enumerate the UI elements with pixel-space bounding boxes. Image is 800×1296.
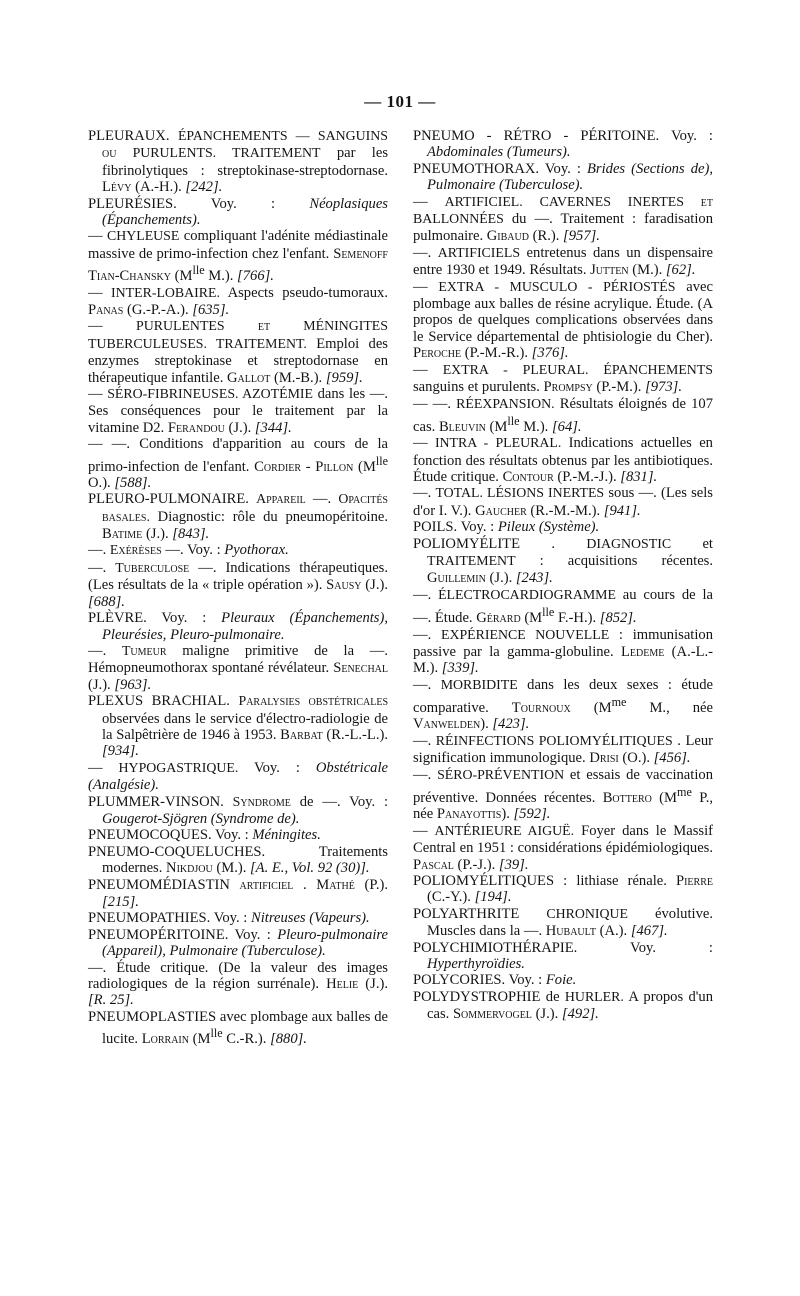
index-entry: PNEUMOPÉRITOINE. Voy. : Pleuro-pulmonaire (Appareil), Pulmonaire (Tuberculose). [88,926,388,960]
index-subentry: — SÉRO-FIBRINEUSES. AZOTÉMIE dans les —. Ses conséquences pour le traitement par la vitamine D2. Ferandou (J.). [344]. [88,385,388,436]
index-subentry: — EXTRA - MUSCULO - PÉRIOSTÉS avec plombage aux balles de résine acrylique. Étude. (A propos de quelques complications observées dans le Service départemental de phtisiologie du Cher). Peroche (P.-M.-R.). [376]. [413,278,713,362]
index-subentry: — CHYLEUSE compliquant l'adénite médiastinale massive de primo-infection chez l'enfant. Semenoff Tian-Chansky ($M^{lle}$ M.). [766]. [88,228,388,285]
right-column [413,128,713,1023]
index-entry: PNEUMOCOQUES. Voy. : Méningites. [88,827,321,844]
index-entry: PLÈVRE. Voy. : Pleuraux (Épanchements), Pleurésies, Pleuro-pulmonaire. [88,610,388,643]
index-subentry: —. RÉINFECTIONS POLIOMYÉLITIQUES . Leur signification immunologique. Drisi (O.). [456]. [413,732,713,767]
index-subentry: —. MORBIDITE dans les deux sexes : étude comparative. Tournoux ($M^{me}$ M., née Vanwelden). [423]. [413,676,713,733]
index-entry: PLEURÉSIES. Voy. : Néoplasiques (Épanchements). [88,195,388,229]
index-subentry: —. Étude critique. (De la valeur des images radiologiques de la région surrénale). Helie (J.). [R. 25]. [88,959,388,1009]
index-subentry: — ARTIFICIEL. CAVERNES INERTES et BALLONNÉES du —. Traitement : faradisation pulmonaire. Gibaud (R.). [957]. [413,193,713,245]
index-entry: POLYCORIES. Voy. : Foie. [413,972,577,989]
left-column [88,128,388,1048]
index-subentry: — ANTÉRIEURE AIGUË. Foyer dans le Massif Central en 1951 : considérations épidémiologiques. Pascal (P.-J.). [39]. [413,822,713,873]
index-entry: PLUMMER-VINSON. Syndrome de —. Voy. : Gougerot-Sjögren (Syndrome de). [88,793,388,827]
index-subentry: — —. RÉEXPANSION. Résultats éloignés de 107 cas. Bleuvin ($M^{lle}$ M.). [64]. [413,395,713,435]
index-subentry: — HYPOGASTRIQUE. Voy. : Obstétricale (Analgésie). [88,759,389,794]
index-entry: PNEUMOTHORAX. Voy. : Brides (Sections de), Pulmonaire (Tuberculose). [413,160,713,194]
index-subentry: —. Exérèses —. Voy. : Pyothorax. [88,542,289,559]
index-entry: PLEXUS BRACHIAL. Paralysies obstétricales observées dans le service d'électro-radiologie de la Salpêtrière de 1946 à 1953. Barbat (R.-L.-L.). [934]. [88,693,389,760]
index-entry: POILS. Voy. : Pileux (Système). [413,519,600,536]
index-subentry: —. SÉRO-PRÉVENTION et essais de vaccination préventive. Données récentes. Bottero ($M^{me}$ P., née Panayottis). [592]. [413,766,713,823]
index-entry: PLEURAUX. ÉPANCHEMENTS — SANGUINS ou PURULENTS. TRAITEMENT par les fibrinolytiques : streptokinase-streptodornase. Lévy (A.-H.). [242]. [88,128,388,196]
index-subentry: — EXTRA - PLEURAL. ÉPANCHEMENTS sanguins et purulents. Prompsy (P.-M.). [973]. [413,361,713,396]
index-entry: PNEUMOPLASTIES avec plombage aux balles de lucite. Lorrain ($M^{lle}$ C.-R.). [880]. [88,1008,388,1048]
index-entry: POLYDYSTROPHIE de HURLER. A propos d'un cas. Sommervogel (J.). [492]. [413,988,714,1023]
index-entry: POLYARTHRITE CHRONIQUE évolutive. Muscles dans la —. Hubault (A.). [467]. [413,905,713,940]
index-subentry: —. Tumeur maligne primitive de la —. Hémopneumothorax spontané révélateur. Senechal (J.). [963]. [88,642,389,693]
index-entry: POLIOMYÉLITIQUES : lithiase rénale. Pierre (C.-Y.). [194]. [413,872,713,906]
index-entry: POLIOMYÉLITE . DIAGNOSTIC et TRAITEMENT : acquisitions récentes. Guillemin (J.). [243]. [413,535,713,587]
index-subentry: — PURULENTES et MÉNINGITES TUBERCULEUSES. TRAITEMENT. Emploi des enzymes streptokinase et streptodornase en thérapeutique infantile. Gallot (M.-B.). [959]. [88,318,388,386]
index-subentry: —. EXPÉRIENCE NOUVELLE : immunisation passive par la gamma-globuline. Ledeme (A.-L.-M.). [339]. [413,626,714,677]
index-subentry: — —. Conditions d'apparition au cours de la primo-infection de l'enfant. Cordier - Pillon ($M^{lle}$ O.). [588]. [88,436,388,491]
page-number: — 101 — [364,92,436,111]
index-subentry: —. Tuberculose —. Indications thérapeutiques. (Les résultats de la « triple opération »). Sausy (J.). [688]. [88,559,389,610]
index-subentry: —. ÉLECTROCARDIOGRAMME au cours de la —. Étude. Gérard ($M^{lle}$ F.-H.). [852]. [413,586,713,627]
index-entry: POLYCHIMIOTHÉRAPIE. Voy. : Hyperthyroïdies. [413,939,713,972]
index-subentry: —. ARTIFICIELS entretenus dans un dispensaire entre 1930 et 1949. Résultats. Jutten (M.). [62]. [413,244,713,279]
index-entry: PNEUMO - RÉTRO - PÉRITOINE. Voy. : Abdominales (Tumeurs). [413,128,713,161]
index-entry: PNEUMOMÉDIASTIN artificiel . Mathé (P.). [215]. [88,876,388,910]
index-entry: PLEURO-PULMONAIRE. Appareil —. Opacités basales. Diagnostic: rôle du pneumopéritoine. Batime (J.). [843]. [88,491,388,543]
index-subentry: — INTER-LOBAIRE. Aspects pseudo-tumoraux. Panas (G.-P.-A.). [635]. [88,284,388,318]
index-entry: PNEUMO-COQUELUCHES. Traitements modernes. Nikdjou (M.). [A. E., Vol. 92 (30)]. [88,843,388,877]
index-subentry: —. TOTAL. LÉSIONS INERTES sous —. (Les sels d'or I. V.). Gaucher (R.-M.-M.). [941]. [413,485,713,519]
index-subentry: — INTRA - PLEURAL. Indications actuelles en fonction des résultats obtenus par les antibiotiques. Étude critique. Contour (P.-M.-J.). [831]. [413,435,713,485]
index-entry: PNEUMOPATHIES. Voy. : Nitreuses (Vapeurs). [88,910,370,927]
